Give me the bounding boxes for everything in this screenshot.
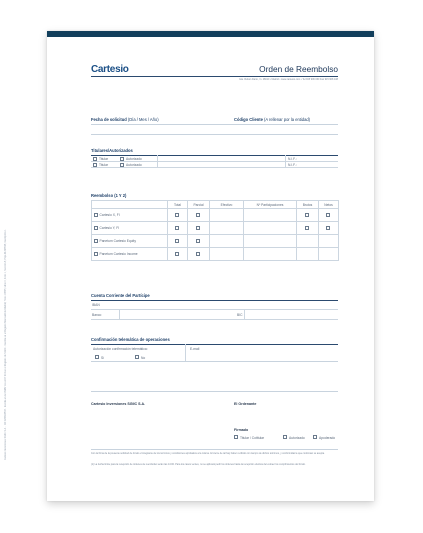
- parcial-checkbox-1[interactable]: [196, 213, 200, 217]
- total-checkbox-3[interactable]: [175, 239, 179, 243]
- autorizado-firma-label: Autorizado: [289, 435, 305, 440]
- brutos-cell-1: [297, 209, 319, 222]
- brutos-cell-2: [297, 222, 319, 235]
- total-cell-3: [168, 235, 188, 248]
- total-checkbox-2[interactable]: [175, 226, 179, 230]
- brutos-cell-3: [297, 235, 319, 248]
- fecha-solicitud-label: Fecha de solicitud (Día / Mes / Año): [91, 117, 159, 122]
- titulares-divider: [157, 155, 158, 167]
- cuenta-title: Cuenta Corriente del Partícipe: [91, 293, 150, 298]
- fund-cell-4: [92, 248, 168, 261]
- apoderado-label: Apoderado: [319, 435, 336, 440]
- titular-cotitular-label: Titular / Cotitular: [240, 435, 265, 440]
- nif-label-2: N.I.F.:: [288, 163, 297, 167]
- header-efectivo: Efectivo: [210, 201, 244, 209]
- autorizado-checkbox-1[interactable]: [120, 157, 124, 161]
- autorizado-checkbox-2[interactable]: [120, 163, 124, 167]
- top-bar: [47, 31, 374, 37]
- header-brutos: Brutos: [297, 201, 319, 209]
- autorizado-firma-checkbox[interactable]: [283, 435, 287, 439]
- fund-name-1: Cartesio X, FI: [99, 212, 120, 217]
- nif-label-1: N.I.F.:: [288, 157, 297, 161]
- brutos-checkbox-1[interactable]: [305, 213, 309, 217]
- bic-divider: [244, 309, 245, 319]
- parcial-cell-3: [188, 235, 210, 248]
- apoderado-checkbox[interactable]: [313, 435, 317, 439]
- parcial-checkbox-2[interactable]: [196, 226, 200, 230]
- reembolso-header-row: [92, 201, 339, 209]
- header-netos: Netos: [319, 201, 339, 209]
- fund-name-2: Cartesio Y, FI: [99, 225, 120, 230]
- fund-cell-1: [92, 209, 168, 222]
- auth-label: Autorización confirmación telemática:: [93, 347, 148, 351]
- si-label: Sí: [101, 355, 105, 360]
- netos-cell-3: [319, 235, 339, 248]
- table-row: [92, 209, 339, 222]
- fund-cell-2: [92, 222, 168, 235]
- participaciones-cell-2[interactable]: [244, 222, 297, 235]
- participaciones-cell-4[interactable]: [244, 248, 297, 261]
- efectivo-cell-2[interactable]: [210, 222, 244, 235]
- header-total: Total: [168, 201, 188, 209]
- table-row: [92, 248, 339, 261]
- banco-divider: [119, 309, 120, 319]
- firmas-rule: [91, 391, 338, 392]
- titulares-title: Titulares/Autorizados: [91, 148, 133, 153]
- fund-cell-3: [92, 235, 168, 248]
- total-checkbox-4[interactable]: [175, 252, 179, 256]
- confirmacion-title: Confirmación telemática de operaciones: [91, 337, 170, 342]
- reembolso-table: [91, 200, 339, 261]
- efectivo-cell-3[interactable]: [210, 235, 244, 248]
- fund-checkbox-1[interactable]: [94, 213, 98, 217]
- entity-signature-label: Cartesio Inversiones SGIIC S.A.: [91, 402, 146, 406]
- fund-name-3: Panetum Cartesio Equity: [99, 238, 136, 243]
- email-label: E-mail: [190, 347, 200, 351]
- confirmacion-bottom: [91, 361, 338, 362]
- no-label: No: [141, 355, 146, 360]
- reembolso-title: Reembolso (1 Y 2): [91, 193, 127, 198]
- brutos-cell-4: [297, 248, 319, 261]
- total-cell-1: [168, 209, 188, 222]
- table-row: [92, 235, 339, 248]
- autorizado-label-1: Autorizado: [126, 157, 142, 161]
- efectivo-cell-4[interactable]: [210, 248, 244, 261]
- fecha-field-line[interactable]: [91, 124, 338, 125]
- header-parcial: Parcial: [188, 201, 210, 209]
- autorizado-label-2: Autorizado: [126, 163, 142, 167]
- netos-cell-4: [319, 248, 339, 261]
- nif-divider: [285, 155, 286, 167]
- fund-checkbox-4[interactable]: [94, 252, 98, 256]
- titular-label-1: Titular: [99, 157, 109, 161]
- fund-name-4: Panetum Cartesio Income: [99, 251, 138, 256]
- form-sheet: [47, 31, 374, 501]
- header-rule: [91, 76, 338, 77]
- parcial-checkbox-4[interactable]: [196, 252, 200, 256]
- footer-rule: [91, 449, 338, 450]
- banco-label: Banco: [92, 313, 102, 317]
- footer-text-2: (1) La fecha límite para la recepción de órdenes de reembolso serán las 14:00. Para los casos ventes, no se aplicará pedir los órdenes hasta la recepción efectiva del extraer los cumplimientos del fondo.: [91, 463, 306, 466]
- participaciones-cell-1[interactable]: [244, 209, 297, 222]
- email-divider: [185, 344, 186, 361]
- total-checkbox-1[interactable]: [175, 213, 179, 217]
- table-row: [92, 222, 339, 235]
- efectivo-cell-1[interactable]: [210, 209, 244, 222]
- document-title: Orden de Reembolso: [259, 64, 338, 74]
- bic-label: BIC: [237, 313, 243, 317]
- no-checkbox[interactable]: [135, 355, 139, 359]
- header-fund: [92, 201, 168, 209]
- iban-label: IBAN: [92, 303, 100, 307]
- company-logo: Cartesio: [91, 64, 129, 75]
- netos-checkbox-1[interactable]: [326, 213, 330, 217]
- participaciones-cell-3[interactable]: [244, 235, 297, 248]
- parcial-cell-2: [188, 222, 210, 235]
- fecha-field-bottom: [91, 134, 338, 135]
- fund-checkbox-3[interactable]: [94, 239, 98, 243]
- banco-row[interactable]: [91, 309, 338, 320]
- parcial-cell-1: [188, 209, 210, 222]
- footer-text-1: Con la firma de la presente solicitud de fondo el integrante de los términos y condiciones aprobados a la misma. El cierre de tal hay haber recibido con tiempo de dichos términos, y conformidad a que continúan su acepta.: [91, 452, 325, 455]
- titular-cotitular-checkbox[interactable]: [234, 435, 238, 439]
- confirmacion-rule: [91, 344, 338, 345]
- netos-checkbox-2[interactable]: [326, 226, 330, 230]
- netos-cell-1: [319, 209, 339, 222]
- total-cell-2: [168, 222, 188, 235]
- titular-label-2: Titular: [99, 163, 109, 167]
- fund-checkbox-2[interactable]: [94, 226, 98, 230]
- company-address: Gta. Rubén Darío, 3 • 28010 • Madrid • www.cartesio.com • Tel 915 906 060 Fax 915 908 108: [239, 78, 338, 81]
- side-legal-text: Cartesio Inversiones SGIIC S.A. · CIF A83696533 · Inscrita en la CNMV con el Nº 214 en el Registro de SGIIC · Inscrita en el Registro Mercantil de Madrid, Tomo 18835, Libro 0, Folio 1, Sección 8, Hoja M-328528, Inscripción 1: [5, 229, 7, 460]
- titular-checkbox-2[interactable]: [93, 163, 97, 167]
- ordenante-label: El Ordenante: [234, 402, 257, 406]
- header-participaciones: Nº Participaciones: [244, 201, 297, 209]
- netos-cell-2: [319, 222, 339, 235]
- si-checkbox[interactable]: [95, 355, 99, 359]
- parcial-checkbox-3[interactable]: [196, 239, 200, 243]
- codigo-cliente-label: Código Cliente (A rellenar por la entidad): [234, 117, 310, 122]
- titular-checkbox-1[interactable]: [93, 157, 97, 161]
- firmado-label: Firmado: [234, 428, 249, 432]
- parcial-cell-4: [188, 248, 210, 261]
- brutos-checkbox-2[interactable]: [305, 226, 309, 230]
- total-cell-4: [168, 248, 188, 261]
